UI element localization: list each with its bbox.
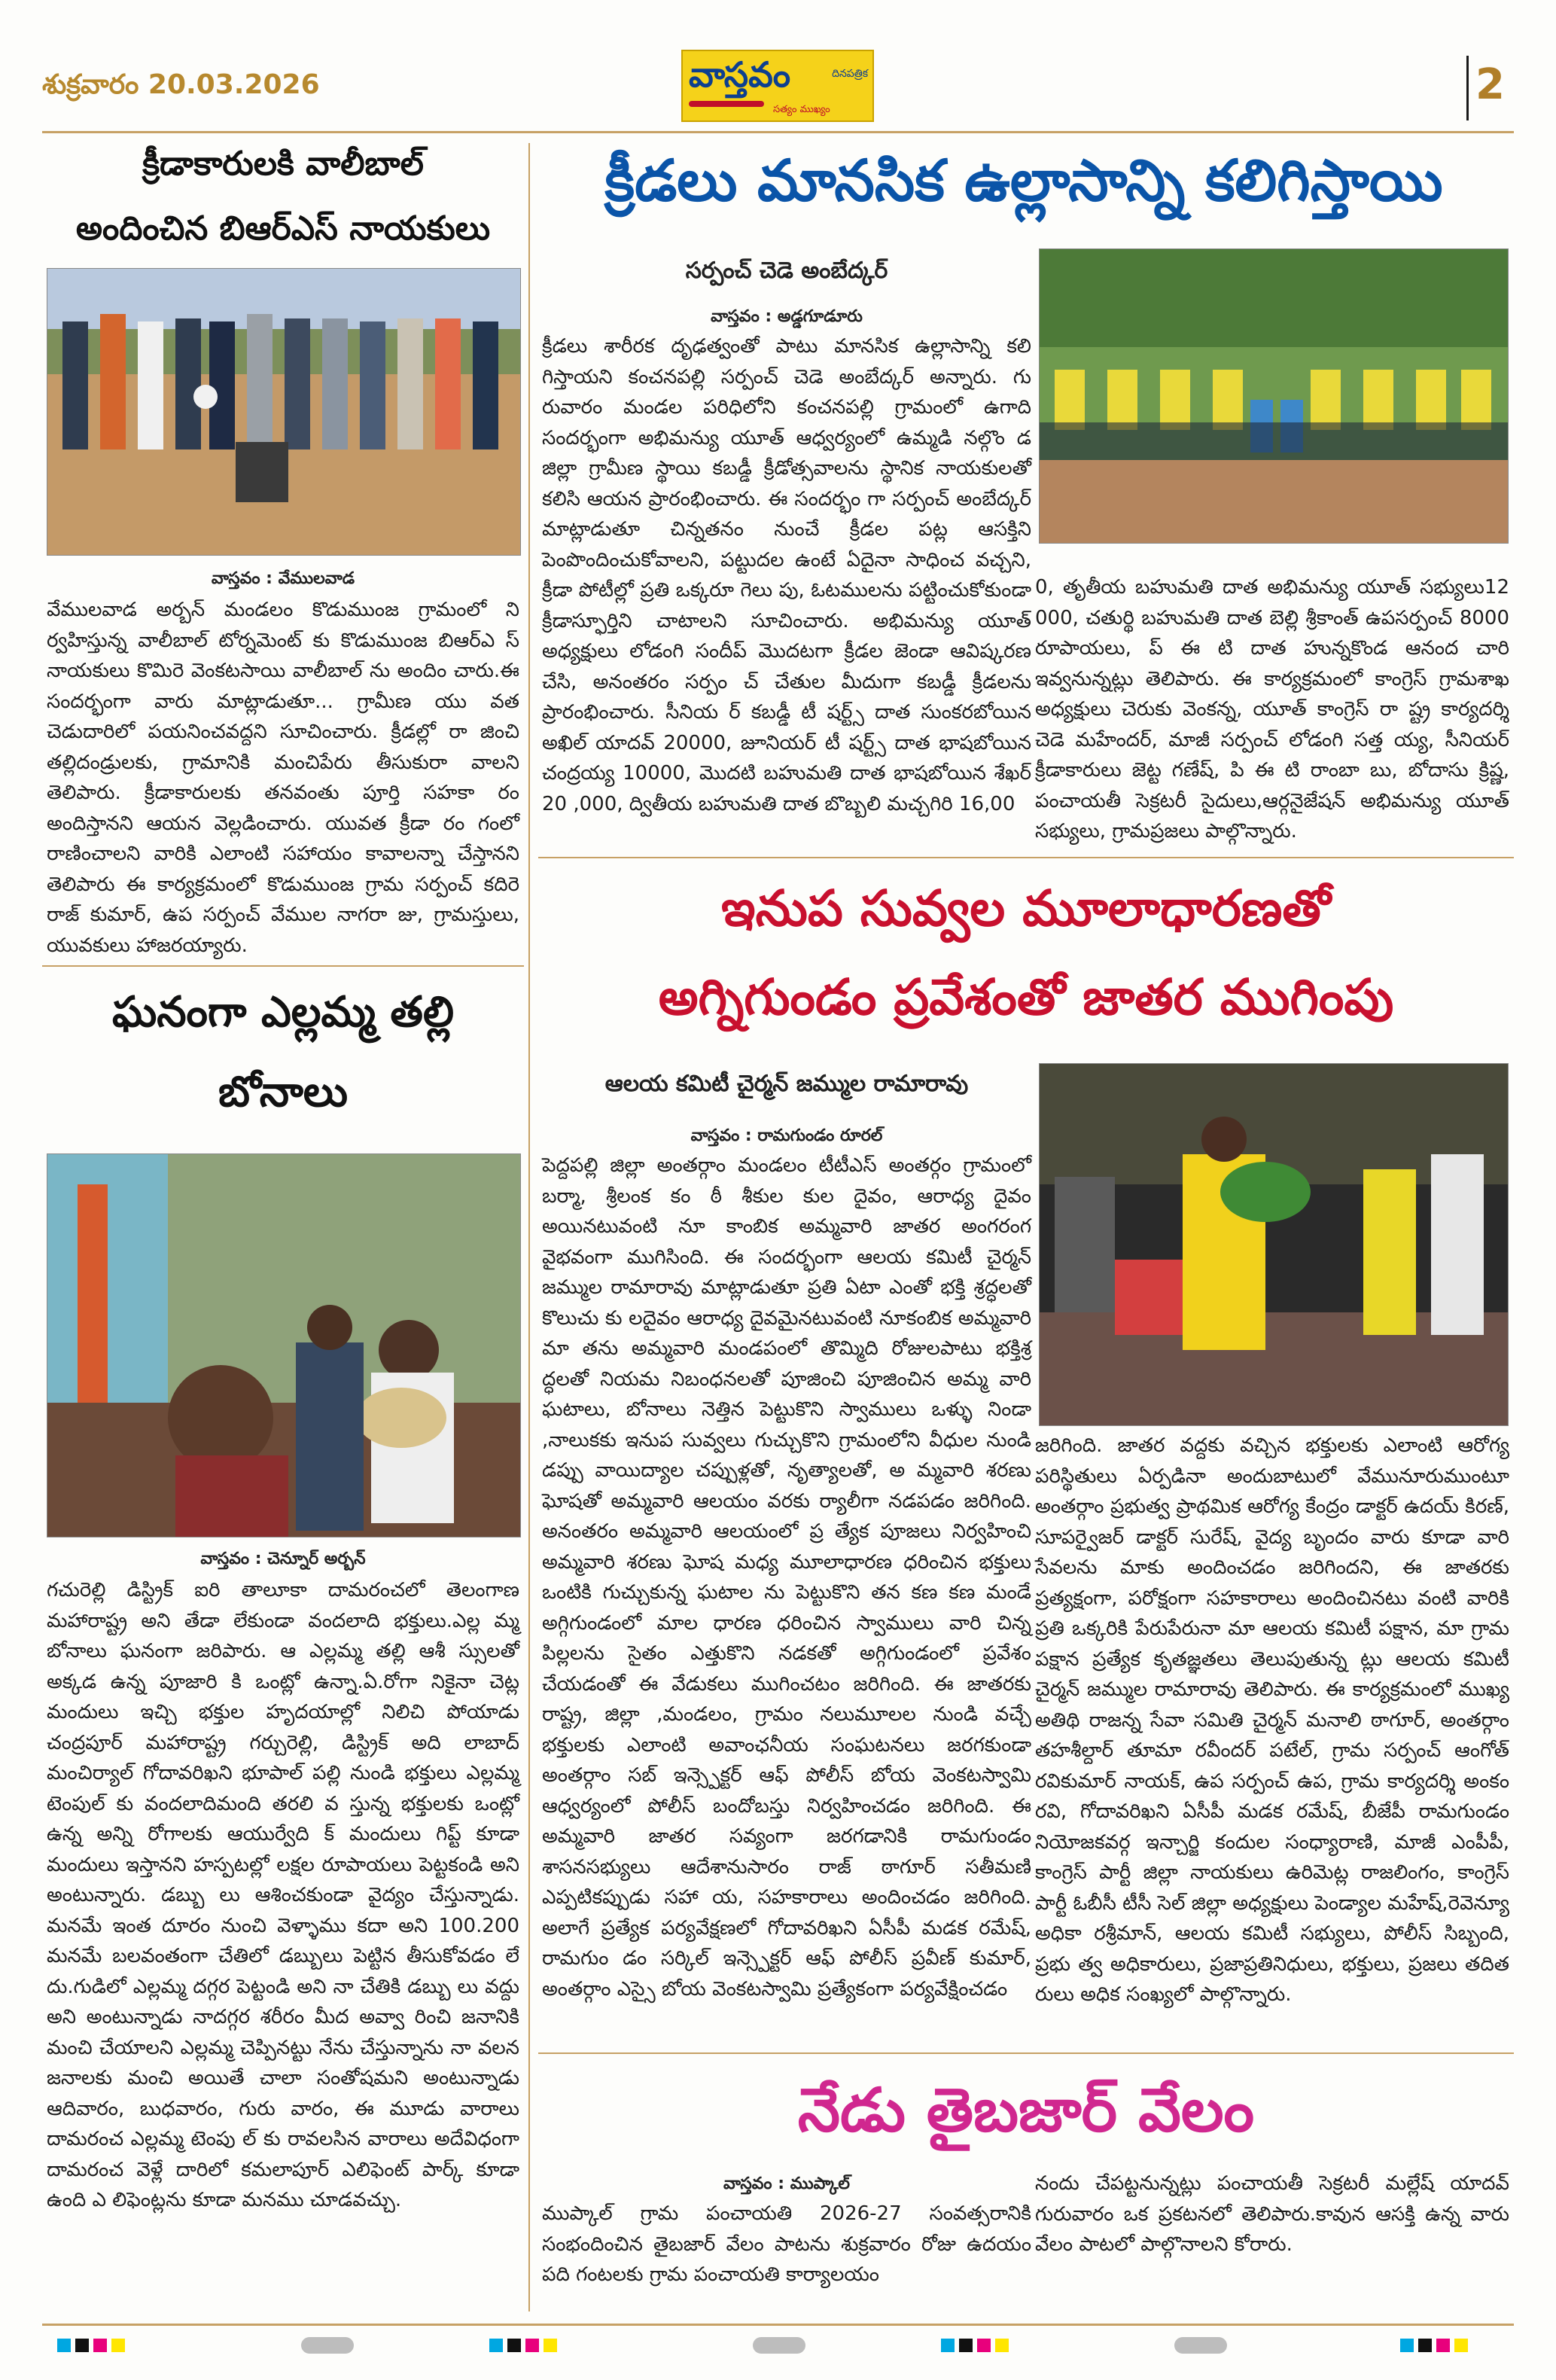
volleyball-headline-1: క్రీడాకారులకి వాలీబాల్ xyxy=(142,145,424,183)
page-number: 2 xyxy=(1475,60,1505,109)
jatara-dateline: వాస్తవం : రామగుండం రూరల్ xyxy=(690,1126,883,1145)
swatch-cyan xyxy=(57,2339,71,2352)
swatch-cyan xyxy=(489,2339,503,2352)
volleyball-photo xyxy=(47,268,521,556)
jatara-body-left: పెద్దపల్లి జిల్లా అంతర్గాం మండలం టీటీఎస్ అంతర్గం గ్రామంలో బర్మా, శ్రీలంక కం ఠీ శీకుల కుల దైవం, ఆరాధ్య దైవం అయినటువంటి నూ కాంబిక అమ్మవారి జాతర అంగరంగ వైభవంగా ముగిసింది. ఈ సందర్భంగా ఆలయ కమిటీ చైర్మన్ జమ్ముల రామారావు మాట్లాడుతూ ప్రతి ఏటా ఎంతో భక్తి శ్రద్ధలతో కొలుచు కు లదైవం ఆరాధ్య దైవమైనటువంటి నూకంబిక అమ్మవారి మా తను అమ్మవారి మండపంలో తొమ్మిది రోజులపాటు భక్తిశ్ర ద్ధలతో నియమ నిబంధనలతో పూజించి పూజించిన అమ్మ వారి ఘటాలు, బోనాలు నెత్తిన పెట్టుకొని స్వాములు ఒళ్ళు నిండా ,నాలుకకు ఇనుప సువ్వలు గుచ్చుకొని గ్రామంలోని వీధుల నుండి డప్పు వాయిద్యాల చప్పుళ్లతో, నృత్యాలతో, అ మ్మవారి శరణు ఘోషతో అమ్మవారి ఆలయం వరకు ర్యాలీగా నడపడం జరిగింది. అనంతరం అమ్మవారి ఆలయంలో ప్ర త్యేక పూజలు నిర్వహించి అమ్మవారి శరణు ఘోష మధ్య మూలాధారణ ధరించిన భక్తులు ఒంటికి గుచ్చుకున్న ఘటాల ను పెట్టుకొని తన కణ కణ మండే అగ్గిగుండంలో మాల ధారణ ధరించిన స్వాములు వారి చిన్న పిల్లలను సైతం ఎత్తుకొని నడకతో అగ్గిగుండంలో ప్రవేశం చేయడంతో ఈ వేడుకలు ముగించటం జరిగింది. ఈ జాతరకు రాష్ట్ర, జిల్లా ,మండలం, గ్రామం నలుమూలల నుండి వచ్చే భక్తులకు ఎలాంటి అవాంఛనీయ సంఘటనలు జరగకుండా అంతర్గాం సబ్ ఇన్స్పెక్టర్ ఆఫ్ పోలీస్ బోయ వెంకటస్వామి ఆధ్వర్యంలో పోలీస్ బందోబస్తు నిర్వహించడం జరిగింది. ఈ అమ్మవారి జాతర సవ్యంగా జరగడానికి రామగుండం శాసనసభ్యులు ఆదేశానుసారం రాజ్ ఠాగూర్ సతీమణి ఎప్పటికప్పుడు సహా య, సహకారాలు అందించడం జరిగింది. అలాగే ప్రత్యేక పర్యవేక్షణలో గోదావరిఖని ఏసీపీ మడక రమేష్, రామగుం డం సర్కిల్ ఇన్స్పెక్టర్ ఆఫ్ పోలీస్ ప్రవీణ్ కుమార్, అంతర్గాం ఎస్సై బోయ వెంకటస్వామి ప్రత్యేకంగా పర్యవేక్షించడం xyxy=(542,1154,1031,2001)
swatch-black xyxy=(959,2339,973,2352)
auction-body-right: నందు చేపట్టనున్నట్లు పంచాయతీ సెక్రటరీ మల్లేష్ యాదవ్ గురువారం ఒక ప్రకటనలో తెలిపారు.కావున ఆసక్తి ఉన్న వారు వేలం పాటలో పాల్గొనాలని కోరారు. xyxy=(1035,2172,1509,2256)
swatch-magenta xyxy=(93,2339,107,2352)
jatara-headline-2: అగ్నిగుండం ప్రవేశంతో జాతర ముగింపు xyxy=(658,968,1394,1026)
swatch-cyan xyxy=(941,2339,955,2352)
swatch-magenta xyxy=(525,2339,539,2352)
registration-pill xyxy=(1174,2337,1227,2354)
article-divider xyxy=(538,2052,1514,2054)
auction-dateline: వాస్తవం : ముప్కాల్ xyxy=(723,2174,851,2193)
bonalu-dateline: వాస్తవం : చెన్నూర్ అర్బన్ xyxy=(200,1550,366,1568)
registration-pill xyxy=(753,2337,805,2354)
bonalu-headline-2: బోనాలు xyxy=(218,1068,348,1117)
page-number-divider xyxy=(1466,56,1469,120)
jatara-body-right: జరిగింది. జాతర వద్దకు వచ్చిన భక్తులకు ఎలాంటి ఆరోగ్య పరిస్థితులు ఏర్పడినా అందుబాటులో వేమునూరుముంటూ అంతర్గాం ప్రభుత్వ ప్రాథమిక ఆరోగ్య కేంద్రం డాక్టర్ ఉదయ్ కిరణ్, సూపర్వైజర్ డాక్టర్ సురేష్, వైద్య బృందం వారు కూడా వారి సేవలను మాకు అందించడం జరిగిందని, ఈ జాతరకు ప్రత్యక్షంగా, పరోక్షంగా సహకారాలు అందించినటు వంటి వారికి ప్రతి ఒక్కరికి పేరుపేరునా మా ఆలయ కమిటీ పక్షాన, మా గ్రామ పక్షాన ప్రత్యేక కృతజ్ఞతలు తెలుపుతున్న ట్లు ఆలయ కమిటీ చైర్మన్ జమ్ముల రామారావు తెలిపారు. ఈ కార్యక్రమంలో ముఖ్య అతిథి రాజన్న సేవా సమితి చైర్మన్ మనాలి ఠాగూర్, అంతర్గాం తహశీల్దార్ తూమా రవీందర్ పటేల్, గ్రామ సర్పంచ్ ఆంగోత్ రవికుమార్ నాయక్, ఉప సర్పంచ్ ఉప, గ్రామ కార్యదర్శి అంకం రవి, గోదావరిఖని ఏసీపీ మడక రమేష్, బీజేపీ రామగుండం నియోజకవర్గ ఇన్చార్జి కందుల సంధ్యారాణి, మాజీ ఎంపీపీ, కాంగ్రెస్ పార్టీ జిల్లా నాయకులు ఉరిమెట్ల రాజలింగం, కాంగ్రెస్ పార్టీ ఓబీసీ టీసీ సెల్ జిల్లా అధ్యక్షులు పెండ్యాల మహేష్,రెవెన్యూ అధికా రశ్రీమాన్, ఆలయ కమిటీ సభ్యులు, పోలీస్ సిబ్బంది, ప్రభు త్వ అధికారులు, ప్రజాప్రతినిధులు, భక్తులు, ప్రజలు తదిత రులు అధిక సంఖ్యలో పాల్గొన్నారు. xyxy=(1035,1434,1509,2006)
sports-body-right: 0, తృతీయ బహుమతి దాత అభిమన్యు యూత్ సభ్యులు12 000, చతుర్థి బహుమతి దాత బెల్లి శ్రీకాంత్ ఉపసర్పంచ్ 8000 రూపాయలు, ప్ ఈ టి దాత హున్నకొండ ఆనంద చారి ఇవ్వనున్నట్లు తెలిపారు. ఈ కార్యక్రమంలో కాంగ్రెస్ గ్రామశాఖ అధ్యక్షులు చెరుకు వెంకన్న, యూత్ కాంగ్రెస్ రా ష్ట్ర కార్యదర్శి చెడె మహేందర్, మాజీ సర్పంచ్ లోడంగి సత్త య్య, సీనియర్ క్రీడాకారులు జెట్ట గణేష్, పి ఈ టి రాంబా బు, బోదాసు క్రిష్ణ, పంచాయతీ సెక్రటరీ సైదులు,ఆర్గనైజేషన్ అభిమన్యు యూత్ సభ్యులు, గ్రామప్రజలు పాల్గొన్నారు. xyxy=(1035,576,1509,843)
sports-dateline: వాస్తవం : అడ్డగూడూరు xyxy=(711,307,863,326)
bonalu-headline-1: ఘనంగా ఎల్లమ్మ తల్లి xyxy=(111,988,455,1037)
paper-type: దినపత్రిక xyxy=(832,68,868,80)
jatara-subhead: ఆలయ కమిటీ చైర్మన్ జమ్ముల రామారావు xyxy=(604,1071,969,1097)
article-divider xyxy=(42,965,524,967)
header-rule xyxy=(42,131,1514,133)
swatch-yellow xyxy=(1454,2339,1468,2352)
swatch-magenta xyxy=(1436,2339,1450,2352)
sports-subhead: సర్పంచ్ చెడె అంబేద్కర్ xyxy=(685,258,888,284)
swatch-magenta xyxy=(977,2339,991,2352)
volleyball-dateline: వాస్తవం : వేములవాడ xyxy=(211,569,355,588)
jatara-headline-1: ఇనుప సువ్వల మూలాధారణతో xyxy=(721,879,1331,937)
sports-photo xyxy=(1039,248,1509,544)
bonalu-body: గచురెల్లి డిస్ట్రిక్ ఐరి తాలూకా దామరంచలో తెలంగాణ మహారాష్ట్ర అని తేడా లేకుండా వందలాది భక్తులు.ఎల్ల మ్మ బోనాలు ఘనంగా జరిపారు. ఆ ఎల్లమ్మ తల్లి ఆశీ స్సులతో అక్కడ ఉన్న పూజారి కి ఒంట్లో ఉన్నా.ఏ.రోగా నికైనా చెట్ల మందులు ఇచ్చి భక్తుల హృదయాల్లో నిలిచి పోయాడు చంద్రపూర్ మహారాష్ట్ర గర్చురెల్లి, డిస్ట్రిక్ అది లాబాద్ మంచిర్యాల్ గోదావరిఖని భూపాల్ పల్లి నుండి భక్తులు ఎల్లమ్మ టెంపుల్ కు వందలాదిమంది తరలి వ స్తున్న భక్తులకు ఒంట్లో ఉన్న అన్ని రోగాలకు ఆయుర్వేది క్ మందులు గిప్ట్ కూడా మందులు ఇస్తానని హస్పటల్లో లక్షల రూపాయలు పెట్టకండి అని అంటున్నారు. డబ్బు లు ఆశించకుండా వైద్యం చేస్తున్నాడు. మనమే ఇంత దూరం నుంచి వెళ్ళాము కదా అని 100.200 మనమే బలవంతంగా చేతిలో డబ్బులు పెట్టిన తీసుకోవడం లే దు.గుడిలో ఎల్లమ్మ దగ్గర పెట్టండి అని నా చేతికి డబ్బు లు వద్దు అని అంటున్నాడు నాదగ్గర శరీరం మీద అవ్వా రించి జనానికి మంచి చేయాలని ఎల్లమ్మ చెప్పినట్టు నేను చేస్తున్నాను నా వలన జనాలకు మంచి అయితే చాలా సంతోషమని అంటున్నాడు ఆదివారం, బుధవారం, గురు వారం, ఈ మూడు వారాలు దామరంచ ఎల్లమ్మ టెంపు ల్ కు రావలసిన వారాలు అదేవిధంగా దామరంచ వెళ్లే దారిలో కమలాపూర్ ఎలిఫెంట్ పార్క్ కూడా ఉంది ఎ లిఫెంట్లను కూడా మనము చూడవచ్చు. xyxy=(47,1579,519,2211)
swatch-black xyxy=(507,2339,521,2352)
swatch-yellow xyxy=(995,2339,1009,2352)
bonalu-photo xyxy=(47,1153,521,1537)
paper-logo xyxy=(681,50,874,122)
swatch-black xyxy=(1418,2339,1432,2352)
sports-body-left: క్రీడలు శారీరక దృఢత్వంతో పాటు మానసిక ఉల్లాసాన్ని కలి గిస్తాయని కంచనపల్లి సర్పంచ్ చెడె అంబేద్కర్ అన్నారు. గు రువారం మండల పరిధిలోని కంచనపల్లి గ్రామంలో ఉగాది సందర్భంగా అభిమన్యు యూత్ ఆధ్వర్యంలో ఉమ్మడి నల్గొం డ జిల్లా గ్రామీణ స్థాయి కబడ్డీ క్రీడోత్సవాలను స్థానిక నాయకులతో కలిసి ఆయన ప్రారంభించారు. ఈ సందర్భం గా సర్పంచ్ అంబేద్కర్ మాట్లాడుతూ చిన్నతనం నుంచే క్రీడల పట్ల ఆసక్తిని పెంపొందించుకోవాలని, పట్టుదల ఉంటే ఏదైనా సాధించ వచ్చని, క్రీడా పోటీల్లో ప్రతి ఒక్కరూ గెలు పు, ఓటములను పట్టించుకోకుండా క్రీడాస్ఫూర్తిని చాటాలని సూచించారు. అభిమన్యు యూత్ అధ్యక్షులు లోడంగి సందీప్ మొదటగా క్రీడల జెండా ఆవిష్కరణ చేసి, అనంతరం సర్పం చ్ చేతుల మీదుగా కబడ్డీ క్రీడలను ప్రారంభించారు. సీనియ ర్ కబడ్డీ టీ షర్ట్స్ దాత సుంకరబోయిన అఖిల్ యాదవ్ 20000, జూనియర్ టీ షర్ట్స్ దాత భాషబోయిన చంద్రయ్య 10000, మొదటి బహుమతి దాత భాషబోయిన శేఖర్ 20 ,000, ద్వితీయ బహుమతి దాత బొబ్బలి మచ్చగిరి 16,00 xyxy=(542,335,1031,815)
swatch-yellow xyxy=(544,2339,557,2352)
swatch-black xyxy=(75,2339,89,2352)
auction-headline: నేడు తైబజార్ వేలం xyxy=(797,2074,1255,2145)
pen-icon xyxy=(689,101,764,107)
volleyball-headline-2: అందించిన బిఆర్ఎస్ నాయకులు xyxy=(75,209,491,248)
auction-body-left: ముప్కాల్ గ్రామ పంచాయతి 2026-27 సంవత్సరానికి సంభందించిన తైబజార్ వేలం పాటను శుక్రవారం రోజు ఉదయం పది గంటలకు గ్రామ పంచాయతి కార్యాలయం xyxy=(542,2202,1031,2286)
jatara-photo xyxy=(1039,1063,1509,1426)
paper-name: వాస్తవం xyxy=(689,54,791,95)
footer-rule xyxy=(42,2324,1514,2326)
registration-pill xyxy=(301,2337,354,2354)
volleyball-body: వేములవాడ అర్బన్ మండలం కొడుముంజ గ్రామంలో ని ర్వహిస్తున్న వాలీబాల్ టోర్నమెంట్ కు కొడుముంజ బిఆర్ఎ స్ నాయకులు కొమిరె వెంకటసాయి వాలీబాల్ ను అందిం చారు.ఈ సందర్భంగా వారు మాట్లాడుతూ... గ్రామీణ యు వత చెడుదారిలో పయనించవద్దని సూచించారు. క్రీడల్లో రా జించి తల్లిదండ్రులకు, గ్రామానికి మంచిపేరు తీసుకురా వాలని తెలిపారు. క్రీడాకారులకు తనవంతు పూర్తి సహకా రం అందిస్తానని ఆయన వెల్లడించారు. యువత క్రీడా రం గంలో రాణించాలని వారికి ఎలాంటి సహాయం కావాలన్నా చేస్తానని తెలిపారు ఈ కార్యక్రమంలో కొడుముంజ గ్రామ సర్పంచ్ కదిరె రాజ్ కుమార్, ఉప సర్పంచ్ వేముల నాగరా జు, గ్రామస్తులు, యువకులు హాజరయ్యారు. xyxy=(47,599,519,957)
swatch-yellow xyxy=(111,2339,125,2352)
article-divider xyxy=(538,857,1514,858)
issue-date: శుక్రవారం 20.03.2026 xyxy=(42,69,320,100)
swatch-cyan xyxy=(1400,2339,1414,2352)
column-divider-left xyxy=(528,143,530,2311)
sports-headline: క్రీడలు మానసిక ఉల్లాసాన్ని కలిగిస్తాయి xyxy=(604,147,1443,214)
paper-tagline: సత్యం ముఖ్యం xyxy=(773,104,830,115)
